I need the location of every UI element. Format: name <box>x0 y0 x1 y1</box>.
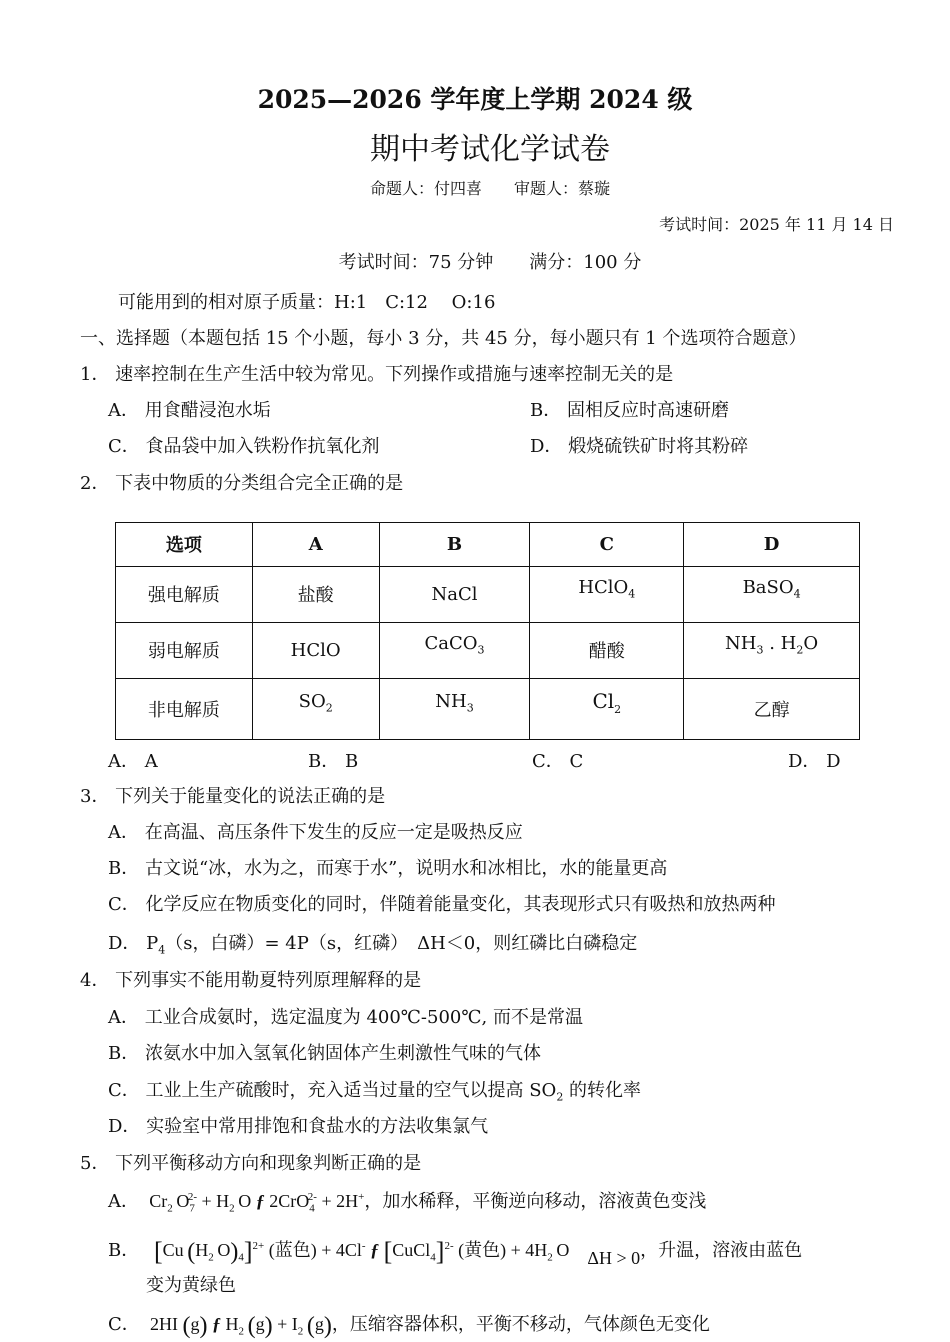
q3-option-a: A． 在高温、高压条件下发生的反应一定是吸热反应 <box>108 822 523 843</box>
q5-a-text: ，加水稀释，平衡逆向移动，溶液黄色变浅 <box>364 1191 707 1212</box>
q1-option-a: A． 用食醋浸泡水垢 <box>108 400 271 421</box>
table-header-cell: C <box>530 523 684 567</box>
q5-a-label: A． <box>108 1191 139 1212</box>
table-row <box>116 678 860 739</box>
cell-subscript: 2 <box>796 643 804 657</box>
q4-option-b: B． 浓氨水中加入氢氧化钠固体产生刺激性气味的气体 <box>108 1043 541 1064</box>
cell-subscript: 3 <box>466 701 474 715</box>
cell-text: . H <box>763 632 797 654</box>
table-header-row <box>116 523 860 567</box>
q3-option-d <box>108 929 637 957</box>
q4-stem: 4． 下列事实不能用勒夏特列原理解释的是 <box>80 970 422 991</box>
cell-text: 乙醇 <box>753 699 790 721</box>
classification-table <box>115 522 860 740</box>
cell-text: SO <box>298 690 326 712</box>
cell-text: BaSO <box>742 576 794 598</box>
q3-option-c: C． 化学反应在物质变化的同时，伴随着能量变化，其表现形式只有吸热和放热两种 <box>108 894 776 915</box>
q1-stem: 1． 速率控制在生产生活中较为常见。下列操作或措施与速率控制无关的是 <box>80 364 674 385</box>
q4-c-text: C． 工业上生产硫酸时，充入适当过量的空气以提高 SO <box>108 1080 557 1101</box>
exam-title-line2: 期中考试化学试卷 <box>370 132 610 167</box>
table-cell <box>684 566 860 622</box>
q3-d-text: （s，白磷）= 4P（s，红磷） ΔH＜0，则红磷比白磷稳定 <box>165 933 638 954</box>
q4-option-d: D． 实验室中常用排饱和食盐水的方法收集氯气 <box>108 1116 489 1137</box>
table-cell <box>252 678 379 739</box>
q5-b-color-yellow: (黄色) <box>458 1240 507 1260</box>
q2-option-a: A． A <box>108 751 158 772</box>
q2-option-c: C． C <box>532 751 584 772</box>
q4-option-a: A． 工业合成氨时，选定温度为 400℃-500℃, 而不是常温 <box>108 1007 583 1028</box>
q3-option-b: B． 古文说“冰，水为之，而寒于水”，说明水和冰相比，水的能量更高 <box>108 858 668 879</box>
table-cell <box>530 566 684 622</box>
cell-subscript: 3 <box>477 643 485 657</box>
table-cell <box>379 566 530 622</box>
q5-option-a <box>108 1187 706 1215</box>
q3-d-label: D． P <box>108 933 159 954</box>
q2-option-d: D． D <box>788 751 841 772</box>
table-row <box>116 566 860 622</box>
row-label-weak: 弱电解质 <box>116 622 253 678</box>
cell-text: HClO <box>290 639 341 661</box>
q1-option-c: C． 食品袋中加入铁粉作抗氧化剂 <box>108 436 380 457</box>
table-header-cell: B <box>379 523 530 567</box>
q2-option-b: B． B <box>308 751 359 772</box>
cell-subscript: 4 <box>793 587 801 601</box>
q5-b-text: ，升温，溶液由蓝色 <box>640 1240 803 1261</box>
q5-option-c <box>108 1310 710 1338</box>
q5-option-b <box>108 1236 803 1268</box>
q4-option-c <box>108 1076 641 1104</box>
table-header-cell: A <box>252 523 379 567</box>
table-cell <box>530 622 684 678</box>
q5-option-b-cont: 变为黄绿色 <box>146 1275 236 1296</box>
cell-text: CaCO <box>424 632 478 654</box>
q5-stem: 5． 下列平衡移动方向和现象判断正确的是 <box>80 1153 422 1174</box>
q5-a-equation: $Cr_2$ $O_7^{2-} + H_2$ O ƒ 2CrO$_4^{2-}$ + 2H+ <box>144 1191 365 1215</box>
cell-text: NH <box>725 632 757 654</box>
q5-b-equation: [Cu ($H_2$ $O)_4]^{2+}$ (蓝色) + 4Cl- ƒ [CuCl$_4$]$^{2-}$ (黄色) + $4H_2$ O ΔH > 0 <box>153 1237 641 1268</box>
row-label-non: 非电解质 <box>116 678 253 739</box>
q1-option-d: D． 煅烧硫铁矿时将其粉碎 <box>530 436 749 457</box>
q4-c-subscript: 2 <box>556 1090 564 1104</box>
cell-subscript: 3 <box>756 643 764 657</box>
cell-text: 醋酸 <box>588 641 625 663</box>
q5-c-label: C． <box>108 1314 140 1335</box>
cell-subscript: 2 <box>614 702 622 716</box>
section-heading: 一、选择题（本题包括 15 个小题，每小 3 分，共 45 分，每小题只有 1 个选项符合题意） <box>80 328 807 349</box>
table-row <box>116 622 860 678</box>
q1-option-b: B． 固相反应时高速研磨 <box>530 400 729 421</box>
exam-date: 考试时间：2025 年 11 月 14 日 <box>659 215 894 234</box>
table-cell <box>379 622 530 678</box>
cell-text: Cl <box>592 688 615 713</box>
q2-stem: 2． 下表中物质的分类组合完全正确的是 <box>80 473 404 494</box>
table-header-cell: 选项 <box>116 523 253 567</box>
cell-subscript: 2 <box>325 701 333 715</box>
q5-c-equation: 2HI (g) ƒ $H_2$ $(g) + I_2$ (g) <box>145 1313 332 1339</box>
cell-subscript: 4 <box>628 587 636 601</box>
q3-stem: 3． 下列关于能量变化的说法正确的是 <box>80 786 386 807</box>
exam-authors: 命题人：付四喜 审题人：蔡璇 <box>369 179 610 198</box>
exam-title-line1: 2025—2026 学年度上学期 2024 级 <box>257 85 693 114</box>
table-cell <box>684 622 860 678</box>
q5-c-text: ，压缩容器体积，平衡不移动，气体颜色无变化 <box>331 1314 710 1335</box>
cell-text: NH <box>435 690 467 712</box>
q4-c-text-end: 的转化率 <box>563 1080 642 1101</box>
cell-text: O <box>803 632 819 654</box>
q5-b-color-blue: (蓝色) <box>268 1240 317 1260</box>
row-label-strong: 强电解质 <box>116 566 253 622</box>
cell-text: 盐酸 <box>297 585 334 607</box>
q3-d-subscript: 4 <box>158 943 166 957</box>
table-cell <box>252 622 379 678</box>
exam-time-score: 考试时间：75 分钟 满分：100 分 <box>338 252 642 273</box>
atomic-masses: 可能用到的相对原子质量：H:1 C:12 O:16 <box>118 292 496 313</box>
table-cell <box>252 566 379 622</box>
q5-b-label: B． <box>108 1240 140 1261</box>
table-cell <box>379 678 530 739</box>
table-cell <box>530 678 684 739</box>
table-header-cell: D <box>684 523 860 567</box>
cell-text: HClO <box>578 576 629 598</box>
cell-text: NaCl <box>431 583 478 605</box>
table-cell <box>684 678 860 739</box>
